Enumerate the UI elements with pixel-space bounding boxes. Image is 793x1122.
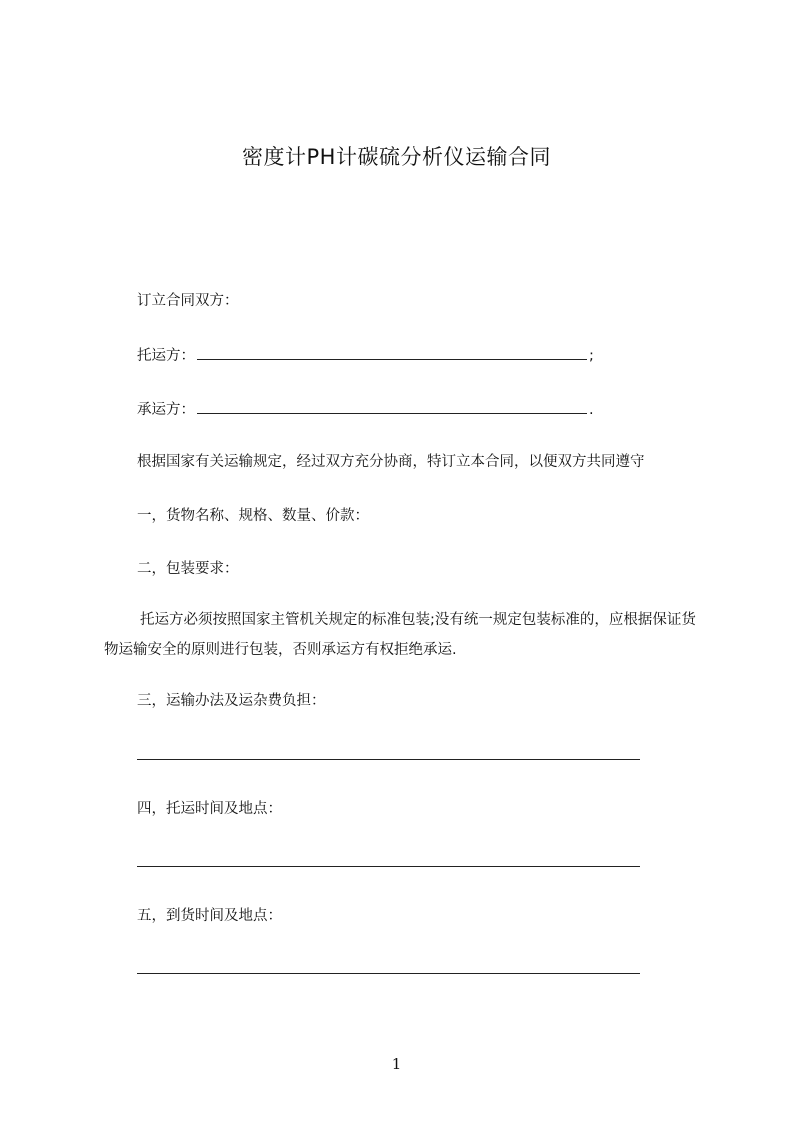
shipper-blank[interactable] [197, 344, 587, 360]
document-title: 密度计PH计碳硫分析仪运输合同 [242, 145, 551, 169]
page-number: 1 [391, 1055, 402, 1073]
section-2-body-text: 托运方必须按照国家主管机关规定的标准包装;没有统一规定包装标准的，应根据保证货物运输安全的原则进行包装，否则承运方有权拒绝承运. [104, 612, 696, 658]
section-4-blank-line[interactable] [137, 866, 640, 867]
carrier-end: . [589, 402, 594, 418]
section-3-blank-line[interactable] [137, 759, 640, 760]
section-3-heading: 三，运输办法及运杂费负担： [137, 693, 326, 709]
section-2-heading: 二，包装要求： [137, 561, 239, 577]
intro-paragraph: 根据国家有关运输规定，经过双方充分协商，特订立本合同，以便双方共同遵守 [137, 454, 645, 470]
carrier-blank[interactable] [197, 398, 587, 414]
section-1-heading: 一，货物名称、规格、数量、价款： [137, 508, 369, 524]
shipper-label: 托运方： [137, 348, 195, 364]
carrier-line [137, 398, 594, 421]
shipper-end: ; [589, 348, 594, 364]
shipper-line [137, 344, 594, 367]
carrier-label: 承运方： [137, 402, 195, 418]
section-4-heading: 四，托运时间及地点： [137, 801, 282, 817]
section-5-heading: 五，到货时间及地点： [137, 908, 282, 924]
section-2-body [104, 605, 704, 665]
parties-heading: 订立合同双方： [137, 293, 239, 309]
section-5-blank-line[interactable] [137, 973, 640, 974]
